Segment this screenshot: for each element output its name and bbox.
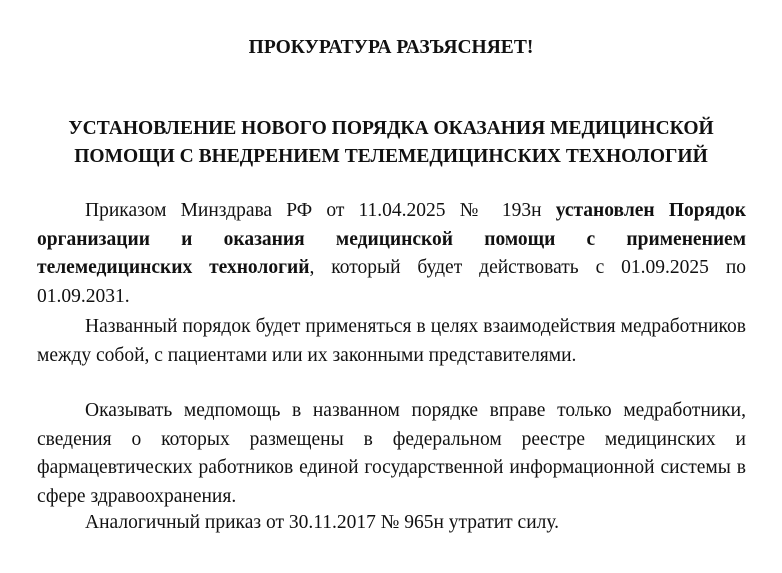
paragraph-1-part-1: Приказом Минздрава РФ от 11.04.2025 № 193н xyxy=(85,200,556,221)
title-line-2: ПОМОЩИ С ВНЕДРЕНИЕМ ТЕЛЕМЕДИЦИНСКИХ ТЕХНОЛОГИЙ xyxy=(74,146,708,167)
header-text: ПРОКУРАТУРА РАЗЪЯСНЯЕТ! xyxy=(248,37,534,58)
paragraph-1-bold: установлен Порядок организации и оказания медицинской помощи с применением телемедицинских технологий xyxy=(37,200,747,278)
paragraph-1-part-3: , который будет действовать с 01.09.2025 по 01.09.2031. xyxy=(37,257,747,307)
paragraph-2-text: Названный порядок будет применяться в целях взаимодействия медработников между собой, с пациентами или их законными представителями. xyxy=(37,316,746,366)
paragraph-4 xyxy=(37,509,746,538)
document-title xyxy=(0,115,782,171)
paragraph-4-text: Аналогичный приказ от 30.11.2017 № 965н утратит силу. xyxy=(85,512,560,533)
paragraph-1 xyxy=(37,197,746,311)
paragraph-3-text: Оказывать медпомощь в названном порядке вправе только медработники, сведения о которых размещены в федеральном реестре медицинских и фармацевтических работников единой государственной информационной системы в сфере здравоохранения. xyxy=(37,400,746,507)
paragraph-2 xyxy=(37,313,746,370)
title-line-1: УСТАНОВЛЕНИЕ НОВОГО ПОРЯДКА ОКАЗАНИЯ МЕДИЦИНСКОЙ xyxy=(68,118,714,139)
document-header xyxy=(0,34,782,62)
paragraph-3 xyxy=(37,397,746,511)
